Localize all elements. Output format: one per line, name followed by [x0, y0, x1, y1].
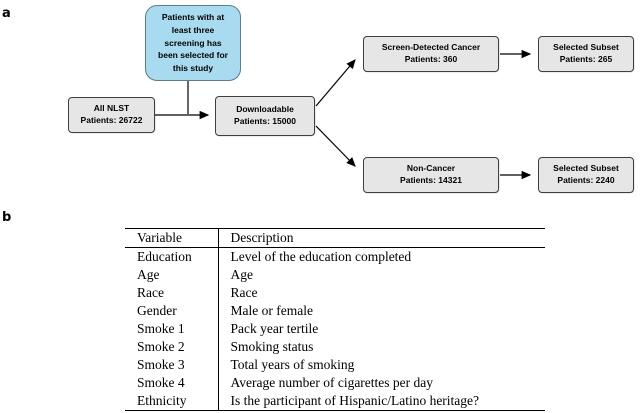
node-subtitle: Patients: 14321 — [400, 175, 462, 185]
cell-variable: Ethnicity — [125, 392, 218, 411]
cell-description: Race — [230, 285, 258, 300]
node-title: Non-Cancer — [406, 163, 456, 174]
table-row — [125, 356, 545, 374]
node-non-cancer — [363, 157, 499, 193]
note-text: Patients with at least three screening has been selected for this study — [158, 12, 228, 74]
table-row — [125, 302, 545, 320]
panel-a-label: a — [2, 6, 11, 21]
cell-variable: Race — [125, 284, 218, 302]
cell-variable: Gender — [125, 302, 218, 320]
header-variable: Variable — [125, 229, 218, 248]
table-row — [125, 266, 545, 284]
node-subtitle: Patients: 15000 — [234, 116, 296, 126]
table-row — [125, 338, 545, 356]
cell-variable: Smoke 4 — [125, 374, 218, 392]
cell-description: Male or female — [230, 303, 313, 318]
cell-variable: Age — [125, 266, 218, 284]
header-description: Description — [218, 229, 545, 248]
node-downloadable — [215, 96, 315, 136]
node-screen-detected-cancer — [363, 36, 499, 72]
cell-description: Pack year tertile — [230, 321, 319, 336]
node-subtitle: Patients: 26722 — [80, 115, 143, 125]
table-row — [125, 392, 545, 411]
node-title: Downloadable — [236, 104, 294, 115]
node-subtitle: Patients: 360 — [404, 54, 458, 64]
variable-table — [125, 228, 545, 411]
cell-variable: Smoke 3 — [125, 356, 218, 374]
cell-description: Age — [230, 267, 253, 282]
cell-description: Level of the education completed — [230, 249, 412, 264]
cell-variable: Smoke 1 — [125, 320, 218, 338]
table-row — [125, 320, 545, 338]
cell-variable: Smoke 2 — [125, 338, 218, 356]
cell-variable: Education — [125, 248, 218, 267]
arrow-downloadable-to-noncancer — [316, 126, 355, 166]
cell-description: Total years of smoking — [230, 357, 355, 372]
node-all-nlst — [68, 97, 155, 133]
node-title: Selected Subset — [553, 42, 619, 53]
node-title: Screen-Detected Cancer — [381, 42, 481, 53]
node-selected-subset-top — [538, 36, 634, 72]
cell-description: Smoking status — [230, 339, 314, 354]
node-subtitle: Patients: 2240 — [557, 175, 615, 185]
node-title: All NLST — [93, 103, 130, 114]
cell-description: Average number of cigarettes per day — [230, 375, 434, 390]
cell-description: Is the participant of Hispanic/Latino heritage? — [230, 393, 480, 408]
table-row — [125, 248, 545, 267]
node-subtitle: Patients: 265 — [559, 54, 613, 64]
arrow-downloadable-to-cancer — [316, 60, 355, 106]
node-title: Selected Subset — [553, 163, 619, 174]
table-row — [125, 374, 545, 392]
node-selected-subset-bottom — [538, 157, 634, 193]
panel-b-label: b — [2, 210, 12, 225]
table-header-row — [125, 229, 545, 248]
note-box — [145, 5, 241, 81]
table-row — [125, 284, 545, 302]
